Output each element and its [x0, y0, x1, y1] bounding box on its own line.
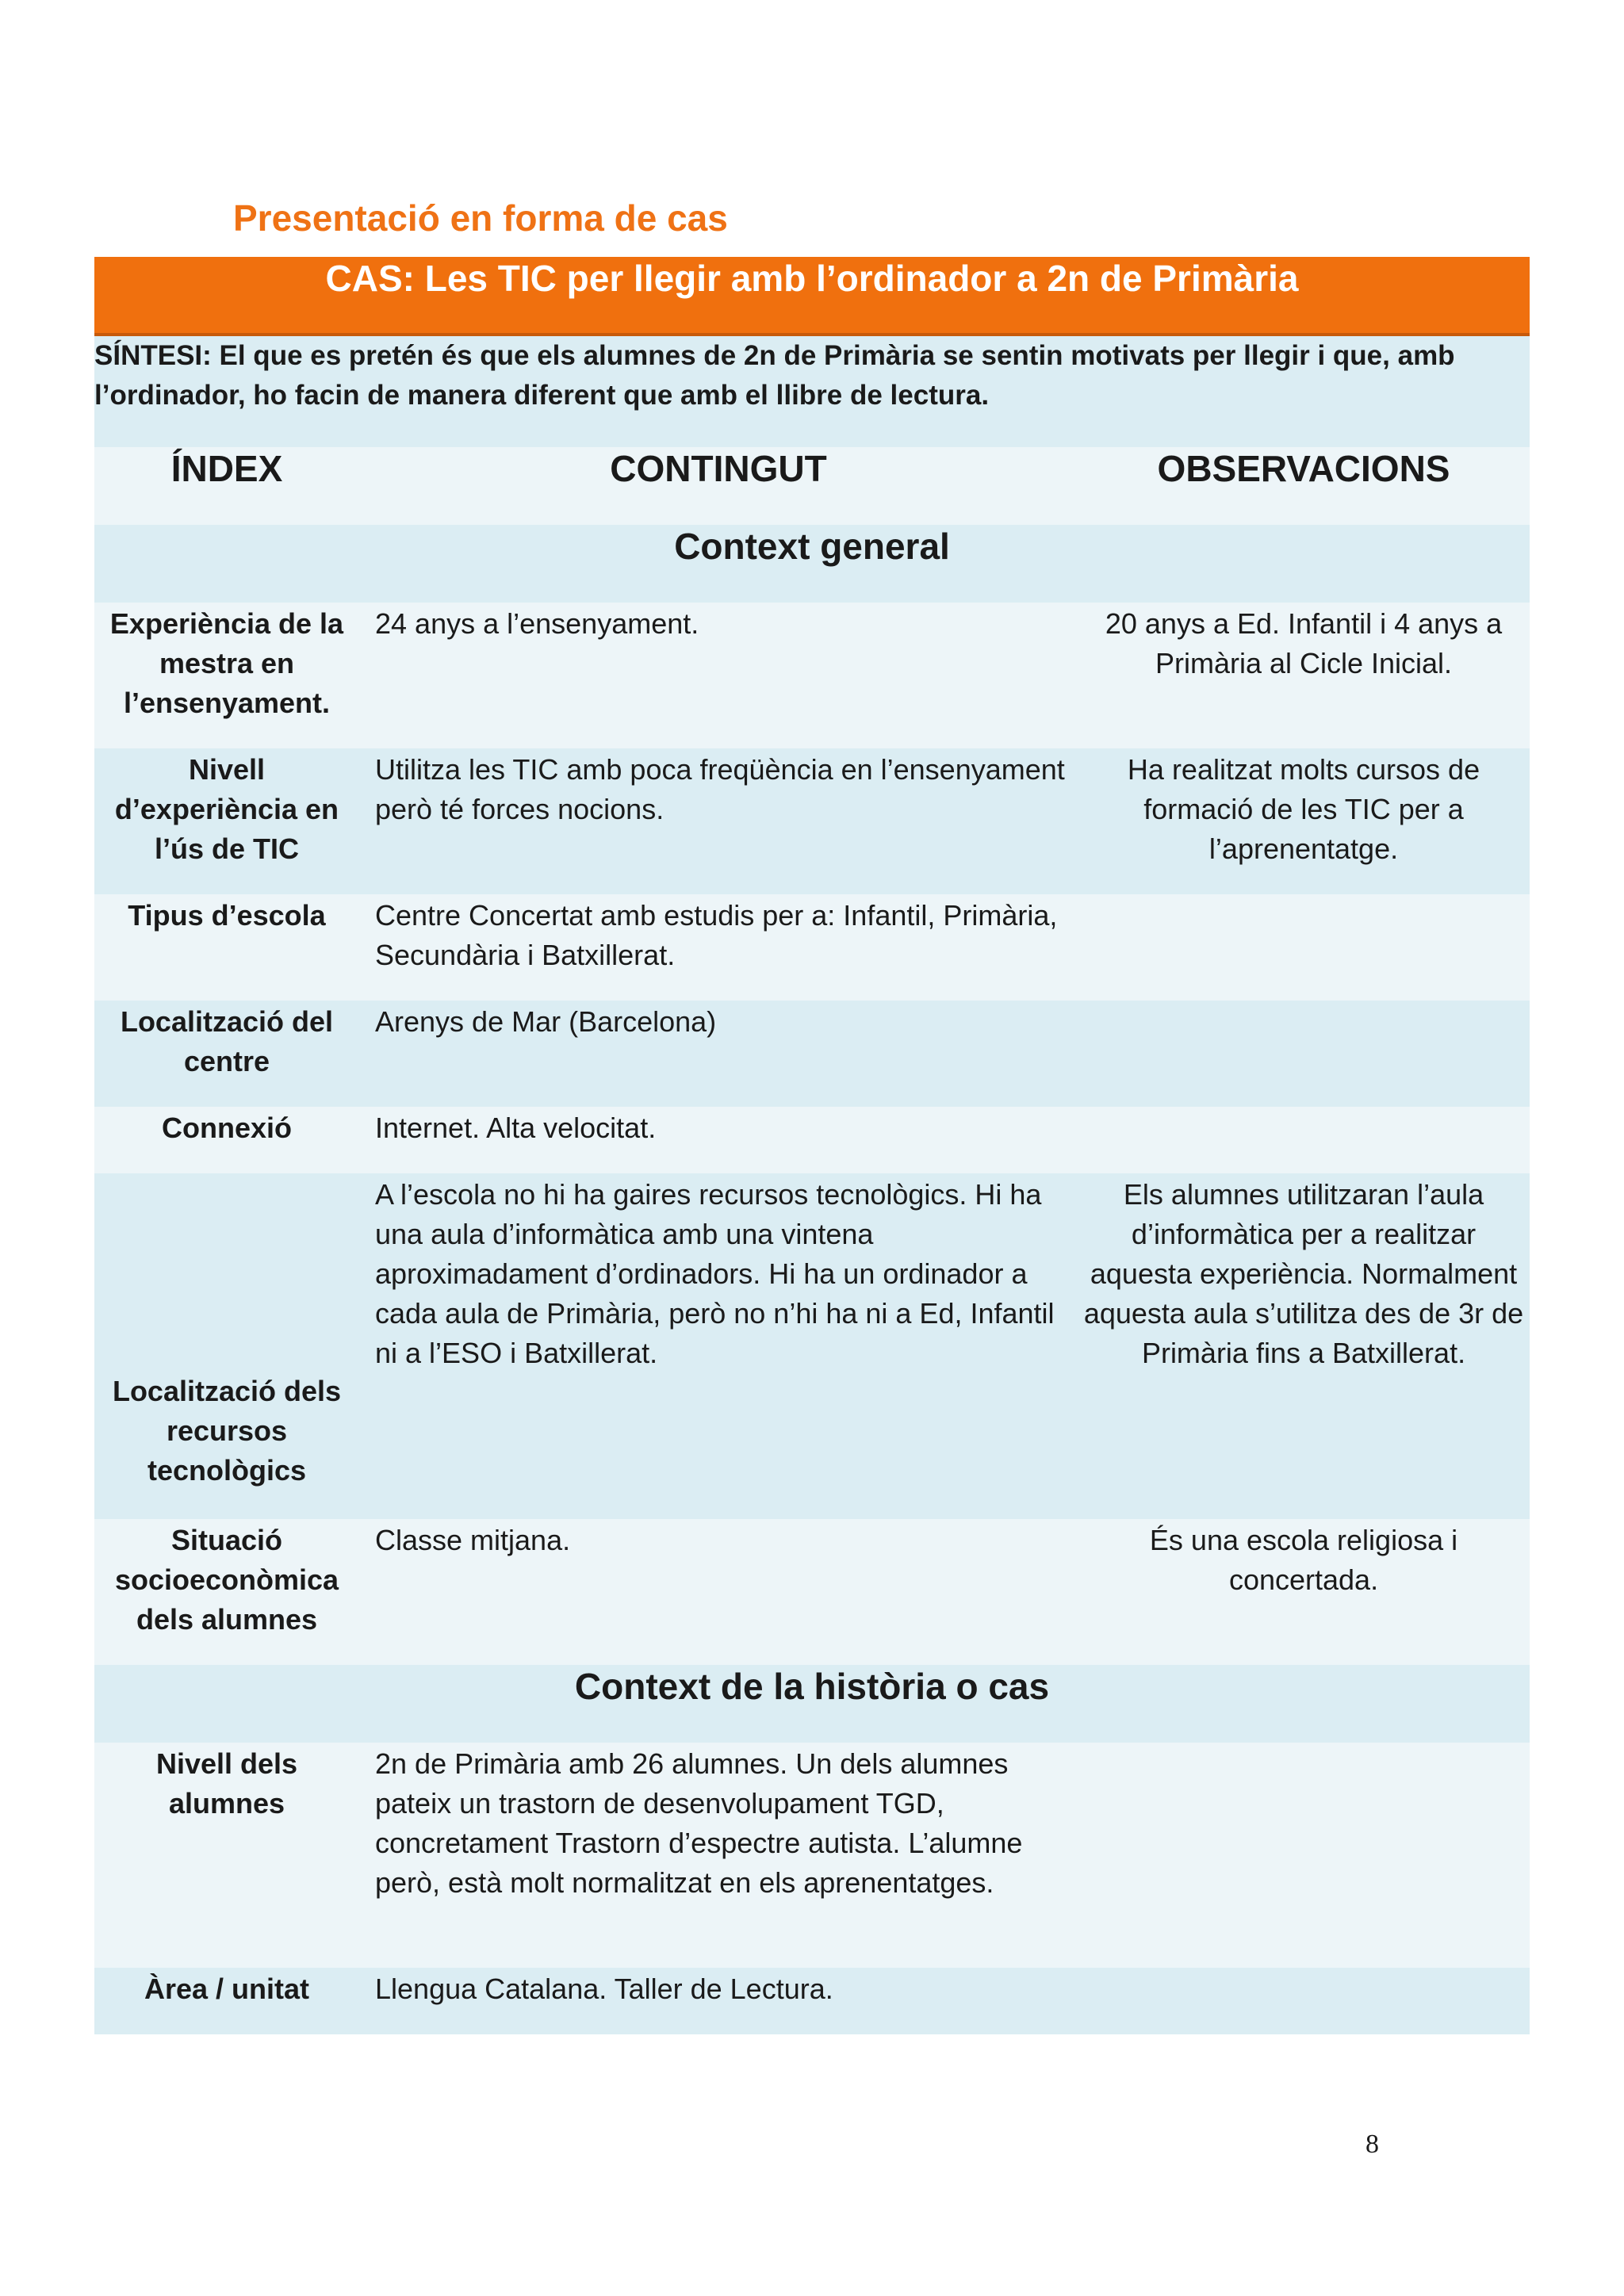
row-index: Àrea / unitat: [94, 1968, 359, 2034]
row-observations: [1078, 1107, 1530, 1173]
table-row: [94, 1743, 1530, 1968]
row-content: Centre Concertat amb estudis per a: Infantil, Primària, Secundària i Batxillerat.: [359, 894, 1078, 1001]
row-content: A l’escola no hi ha gaires recursos tecnològics. Hi ha una aula d’informàtica amb una vintena aproximadament d’ordinadors. Hi ha un ordinador a cada aula de Primària, però no n’hi ha ni a Ed, Infantil ni a l’ESO i Batxillerat.: [359, 1173, 1078, 1519]
header-content: CONTINGUT: [359, 447, 1078, 525]
row-content: Utilitza les TIC amb poca freqüència en l’ensenyament però té forces nocions.: [359, 748, 1078, 894]
row-index: Localització del centre: [94, 1001, 359, 1107]
table-row: [94, 748, 1530, 894]
synthesis-text: SÍNTESI: El que es pretén és que els alumnes de 2n de Primària se sentin motivats per llegir i que, amb l’ordinador, ho facin de manera diferent que amb el llibre de lectura.: [94, 335, 1530, 447]
table-row: [94, 1107, 1530, 1173]
header-observations: OBSERVACIONS: [1078, 447, 1530, 525]
row-index: Situació socioeconòmica dels alumnes: [94, 1519, 359, 1665]
row-content: Llengua Catalana. Taller de Lectura.: [359, 1968, 1078, 2034]
table-row: [94, 1001, 1530, 1107]
synthesis-row: [94, 335, 1530, 447]
row-index: Tipus d’escola: [94, 894, 359, 1001]
table-row: [94, 603, 1530, 748]
column-header-row: [94, 447, 1530, 525]
section-title-row: [94, 525, 1530, 603]
row-observations: [1078, 1001, 1530, 1107]
row-content: Arenys de Mar (Barcelona): [359, 1001, 1078, 1107]
row-observations: 20 anys a Ed. Infantil i 4 anys a Primària al Cicle Inicial.: [1078, 603, 1530, 748]
row-index: Experiència de la mestra en l’ensenyament.: [94, 603, 359, 748]
row-observations: [1078, 1968, 1530, 2034]
row-content: Internet. Alta velocitat.: [359, 1107, 1078, 1173]
row-content: 24 anys a l’ensenyament.: [359, 603, 1078, 748]
section-title-context-case: Context de la història o cas: [94, 1665, 1530, 1743]
row-index: Nivell dels alumnes: [94, 1743, 359, 1968]
row-observations: [1078, 1743, 1530, 1968]
table-row: [94, 1519, 1530, 1665]
section-title-row: [94, 1665, 1530, 1743]
row-observations: Ha realitzat molts cursos de formació de les TIC per a l’aprenentatge.: [1078, 748, 1530, 894]
row-content: 2n de Primària amb 26 alumnes. Un dels alumnes pateix un trastorn de desenvolupament TGD, concretament Trastorn d’espectre autista. L’alumne però, està molt normalitzat en els aprenentatges.: [359, 1743, 1078, 1968]
row-observations: És una escola religiosa i concertada.: [1078, 1519, 1530, 1665]
section-heading: Presentació en forma de cas: [233, 197, 728, 239]
case-title-row: [94, 257, 1530, 335]
case-table: [94, 257, 1530, 2034]
table-row: [94, 894, 1530, 1001]
row-content: Classe mitjana.: [359, 1519, 1078, 1665]
table-row: [94, 1968, 1530, 2034]
row-index: Connexió: [94, 1107, 359, 1173]
table-row: [94, 1173, 1530, 1519]
row-index: Localització dels recursos tecnològics: [94, 1173, 359, 1519]
row-index: Nivell d’experiència en l’ús de TIC: [94, 748, 359, 894]
section-title-context-general: Context general: [94, 525, 1530, 603]
page-number: 8: [1365, 2130, 1379, 2159]
row-observations: [1078, 894, 1530, 1001]
case-title: CAS: Les TIC per llegir amb l’ordinador a 2n de Primària: [94, 257, 1530, 335]
row-observations: Els alumnes utilitzaran l’aula d’informàtica per a realitzar aquesta experiència. Normalment aquesta aula s’utilitza des de 3r de Primària fins a Batxillerat.: [1078, 1173, 1530, 1519]
header-index: ÍNDEX: [94, 447, 359, 525]
